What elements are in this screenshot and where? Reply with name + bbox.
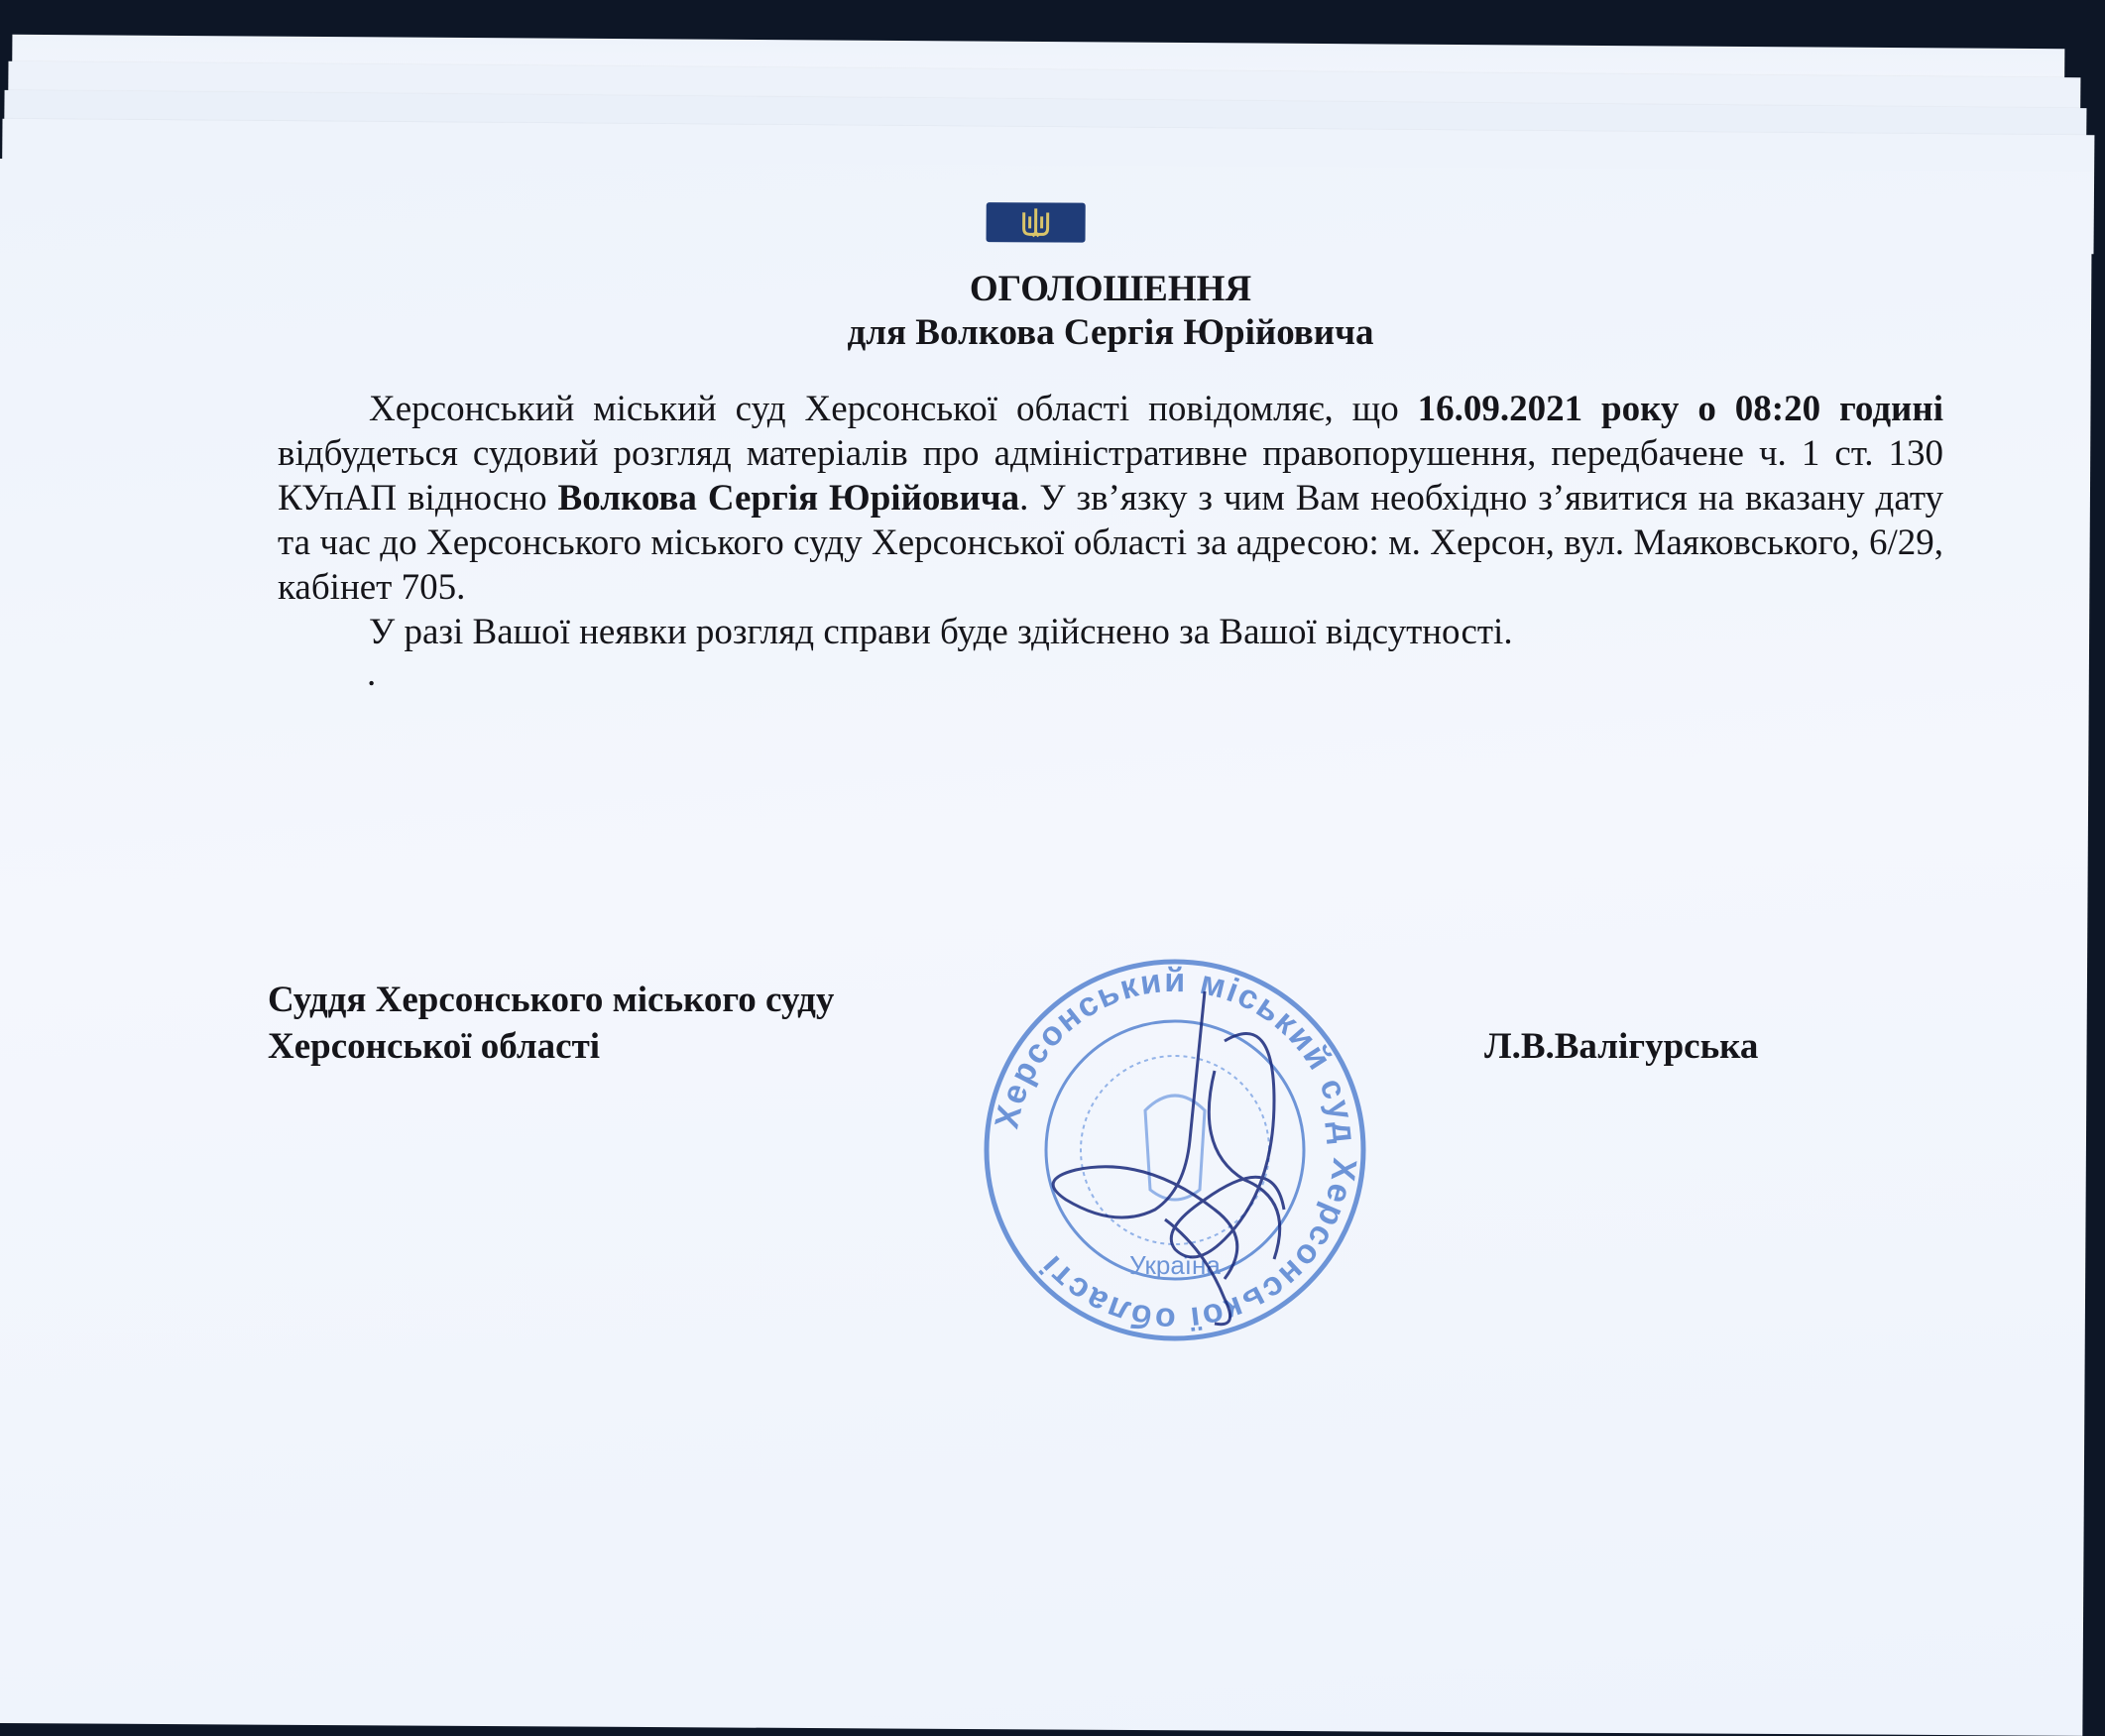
judge-position-line-1: Суддя Херсонського міського суду [268, 980, 835, 1020]
seal-text: Херсонський міський суд Херсонської області [988, 961, 1364, 1339]
notice-paragraph-1 [278, 387, 1943, 610]
judge-position [268, 977, 834, 1070]
paragraph-1-text-b: відбудеться судовий розгляд матеріалів про адміністративне правопорушення, передбачене ч. 1 ст. 130 КУпАП відносно [278, 433, 1943, 519]
seal-inner-text: Україна [1129, 1250, 1221, 1280]
judge-position-line-2: Херсонської області [268, 1026, 601, 1067]
hearing-datetime: 16.09.2021 року о 08:20 годині [1417, 389, 1943, 429]
coat-of-arms-icon [987, 202, 1086, 243]
paragraph-1-text-a: Херсонський міський суд Херсонської області повідомляє, що [369, 389, 1418, 429]
judge-name: Л.В.Валігурська [1484, 1026, 1759, 1067]
notice-title: ОГОЛОШЕННЯ [969, 269, 1252, 309]
notice-subtitle: для Волкова Сергія Юрійовича [847, 312, 1374, 353]
notice-body [278, 268, 1943, 694]
notice-paragraph-2: У разі Вашої неявки розгляд справи буде здійснено за Вашої відсутності. [369, 612, 1513, 652]
stray-dot: . [367, 653, 377, 694]
defendant-name: Волкова Сергія Юрійовича [557, 478, 1020, 519]
paragraph-1-text-c: . У зв’язку з чим Вам необхідно з’явитися на вказану дату та час до Херсонського міського суду Херсонської області за адресою: м. Херсон, вул. Маяковського, 6/29, кабінет 705. [278, 478, 1944, 608]
court-seal-icon [977, 952, 1373, 1348]
